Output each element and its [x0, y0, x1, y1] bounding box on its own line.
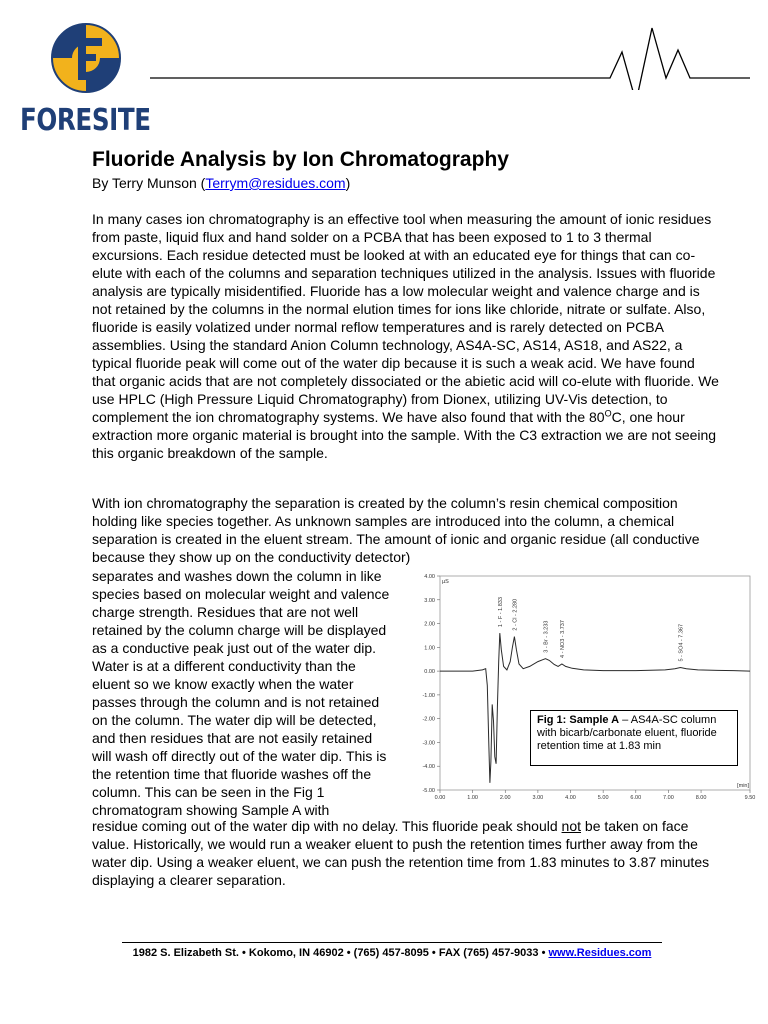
x-tick-label: 6.00 [630, 795, 642, 800]
foresite-logo-emblem [50, 22, 122, 94]
y-unit-label: µS [442, 579, 449, 585]
peak-label: 4 - NO3 - 3.737 [559, 620, 566, 658]
author-email-link[interactable]: Terrym@residues.com [205, 175, 346, 191]
footer-rule [122, 942, 662, 943]
peak-label: 5 - SO4 - 7.367 [678, 623, 685, 662]
peak-label: 3 - Br - 3.233 [543, 620, 550, 653]
paragraph-separation: With ion chromatography the separation is created by the column’s resin chemical composition holding like species together. As unknown samples are introduced into the column, a chemical separation is created in the eluent stream. The amount of ionic and organic residue (all conductive because they show up on the conductivity detector) [92, 495, 700, 565]
figure-caption-text: – AS4A-SC column with bicarb/carbonate eluent, fluoride retention time at 1.83 min [537, 714, 717, 752]
foresite-logo [20, 22, 152, 140]
y-tick-label: 0.00 [424, 669, 435, 676]
y-tick-label: -5.00 [422, 788, 435, 794]
x-tick-label: 0.00 [434, 795, 446, 800]
y-tick-label: -1.00 [422, 692, 435, 699]
x-tick-label: 2.00 [499, 795, 511, 800]
x-tick-label: 4.00 [565, 795, 576, 800]
x-tick-label: 3.00 [532, 795, 544, 800]
x-tick-label: 5.00 [597, 795, 609, 800]
y-tick-label: 2.00 [424, 621, 435, 628]
x-tick-label: 9.50 [744, 795, 756, 800]
y-tick-label: 1.00 [424, 645, 435, 652]
foresite-wordmark: FORESITE [20, 103, 151, 138]
website-link[interactable]: www.Residues.com [548, 947, 652, 959]
y-tick-label: -2.00 [422, 716, 435, 723]
header-peak-line [150, 20, 750, 90]
figure-caption-label: Fig 1: Sample A [537, 714, 620, 726]
footer-address: 1982 S. Elizabeth St. • Kokomo, IN 46902 • (765) 457-8095 • FAX (765) 457-9033 • www.Residues.com [132, 947, 652, 959]
y-tick-label: -3.00 [422, 740, 435, 747]
paragraph-intro: In many cases ion chromatography is an effective tool when measuring the amount of ionic residues from paste, liquid flux and hand solder on a PCBA that has been exposed to 1 to 3 thermal excursions. Each residue detected must be looked at with an educated eye for things that can co-elute with each of the columns and separation techniques utilized in the analysis. Issues with fluoride analysis are typically misidentified. Fluoride has a low molecular weight and valence charge and is not retained by the columns in the normal elution times for ions like chloride, nitrate or sulfate. Also, fluoride is easily volatized under normal reflow temperatures and is rarely detected on PCBA assemblies. Using the standard Anion Column technology, AS4A-SC, AS14, AS18, and AS22, a typical fluoride peak will come out of the water dip because it is such a weak acid. We have found that organic acids that are not completely dissociated or the abietic acid will co-elute with fluoride. We use HPLC (High Pressure Liquid Chromatography) from Dionex, utilizing UV-Vis detection, to complement the ion chromatography systems. We have also found that with the $80^OC$, one hour extraction more organic material is brought into the sample. With the C3 extraction we are not seeing this organic breakdown of the sample. [92, 211, 719, 461]
peak-label: 2 - Cl - 2.280 [512, 598, 519, 631]
figure-caption [530, 710, 738, 766]
paragraph-retention: residue coming out of the water dip with no delay. This fluoride peak should not be taken on face value. Historically, we would run a weaker eluent to push the retention times further away from the water dip. Using a weaker eluent, we can push the retention time from 1.83 minutes to 3.87 minutes displaying a clearer separation. [92, 818, 710, 888]
x-tick-label: 8.00 [695, 795, 707, 800]
x-unit-label: [min] [737, 783, 749, 789]
peak-label: 1 - F - 1.833 [497, 597, 504, 628]
y-tick-label: -4.00 [422, 764, 435, 771]
y-tick-label: 3.00 [424, 597, 435, 604]
paragraph-separation-continued: separates and washes down the column in like species based on molecular weight and valence charge strength. Residues that are not well retained by the column charge will be displayed as a conductive peak just out of the water dip. Water is at a different conductivity than the eluent so we know exactly when the water passes through the column and is not retained on the column. The water dip will be detected, and then residues that are not easily retained will wash off directly out of the water dip. This is the retention time that fluoride washes off the column. This can be seen in the Fig 1 chromatogram showing Sample A with [92, 568, 390, 818]
x-tick-label: 7.00 [663, 795, 674, 800]
x-tick-label: 1.00 [467, 795, 478, 800]
byline: By Terry Munson (Terrym@residues.com) [92, 175, 351, 191]
page-title: Fluoride Analysis by Ion Chromatography [92, 148, 509, 171]
y-tick-label: 4.00 [424, 574, 435, 580]
